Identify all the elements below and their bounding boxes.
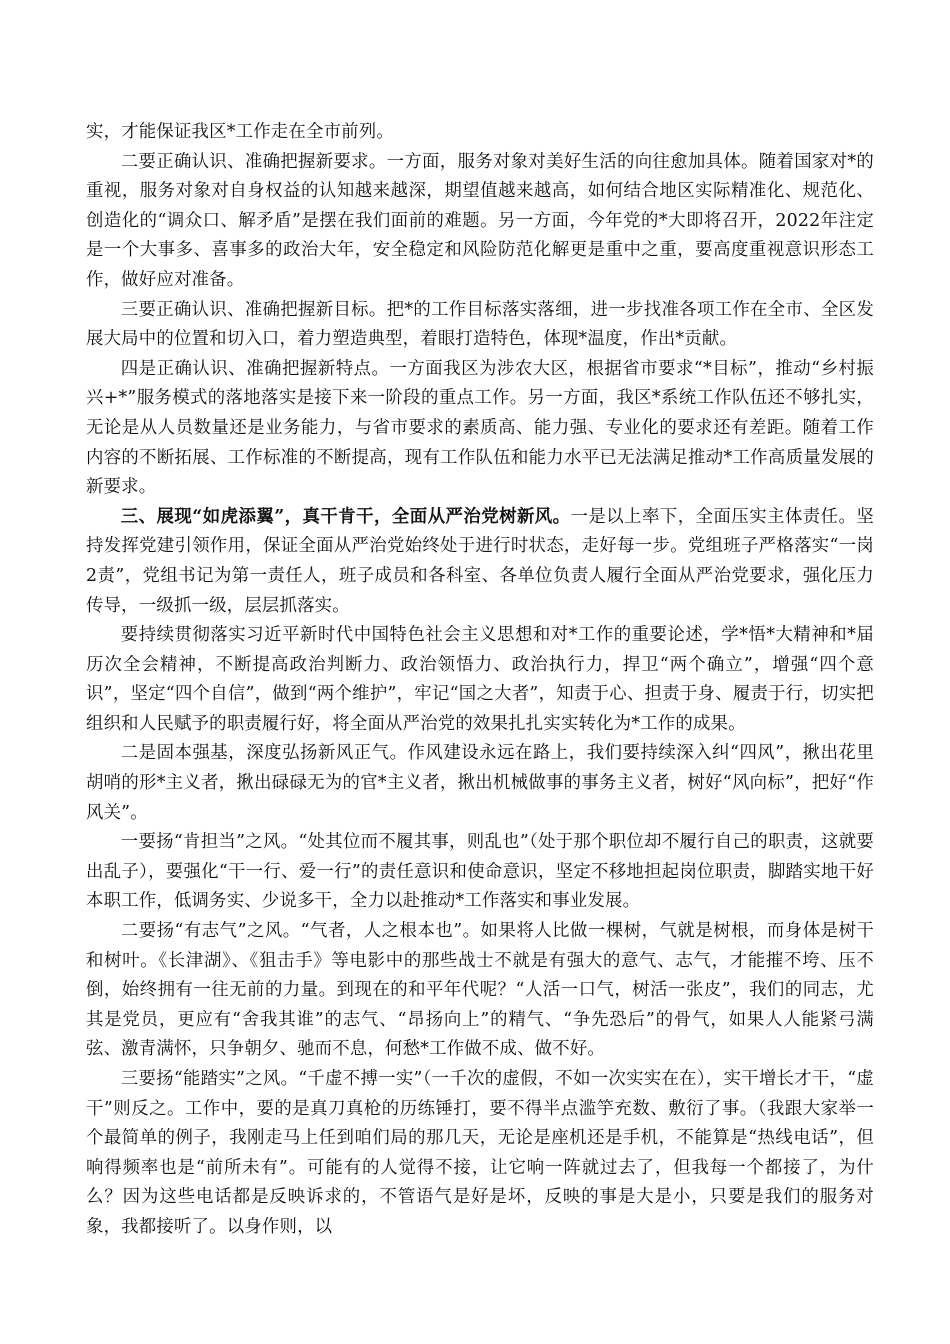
- section-heading: 三、展现“如虎添翼”，真干肯干，全面从严治党树新风。: [120, 506, 571, 527]
- paragraph-6: 要持续贯彻落实习近平新时代中国特色社会主义思想和对*工作的重要论述，学*悟*大精神和*届历次全会精神，不断提高政治判断力、政治领悟力、政治执行力，捍卫“两个确立”，增强“四个意识”，坚定“四个自信”，做到“两个维护”，牢记“国之大者”，知责于心、担责于身、履责于行，切实把组织和人民赋予的职责履行好，将全面从严治党的效果扎扎实实转化为*工作的成果。: [86, 625, 874, 734]
- paragraph-3: 三要正确认识、准确把握新目标。把*的工作目标落实落细，进一步找准各项工作在全市、全区发展大局中的位置和切入口，着力塑造典型，着眼打造特色，体现*温度，作出*贡献。: [86, 299, 874, 350]
- paragraph-2: 二要正确认识、准确把握新要求。一方面，服务对象对美好生活的向往愈加具体。随着国家对*的重视，服务对象对自身权益的认知越来越深，期望值越来越高，如何结合地区实际精准化、规范化、创造化的“调众口、解矛盾”是摆在我们面前的难题。另一方面，今年党的*大即将召开，2022年注定是一个大事多、喜事多的政治大年，安全稳定和风险防范化解更是重中之重，要高度重视意识形态工作，做好应对准备。: [86, 151, 874, 290]
- paragraph-9: 二要扬“有志气”之风。“气者，人之根本也”。如果将人比做一棵树，气就是树根，而身体是树干和树叶。《长津湖》、《狙击手》等电影中的那些战士不就是有强大的意气、志气，才能摧不垮、压不倒，始终拥有一往无前的力量。到现在的和平年代呢？“人活一口气，树活一张皮”，我们的同志，尤其是党员，更应有“舍我其谁”的志气、“昂扬向上”的精气、“争先恐后”的骨气，如果人人能紧弓满弦、激青满怀，只争朝夕、驰而不息，何愁*工作做不成、做不好。: [86, 921, 874, 1060]
- paragraph-7: 二是固本强基，深度弘扬新风正气。作风建设永远在路上，我们要持续深入纠“四风”，揪出花里胡哨的形*主义者，揪出碌碌无为的官*主义者，揪出机械做事的事务主义者，树好“风向标”，把好“作风关”。: [86, 743, 874, 823]
- paragraph-8: 一要扬“肯担当”之风。“处其位而不履其事，则乱也”（处于那个职位却不履行自己的职责，这就要出乱子），要强化“干一行、爱一行”的责任意识和使命意识，坚定不移地担起岗位职责，脚踏实地干好本职工作，低调务实、少说多干，全力以赴推动*工作落实和事业发展。: [86, 832, 874, 912]
- paragraph-10: 三要扬“能踏实”之风。“千虚不搏一实”（一千次的虚假，不如一次实实在在），实干增长才干，“虚干”则反之。工作中，要的是真刀真枪的历练锤打，要不得半点滥竽充数、敷衍了事。（我跟大家举一个最简单的例子，我刚走马上任到咱们局的那几天，无论是座机还是手机，不能算是“热线电话”，但响得频率也是“前所未有”。可能有的人觉得不接，让它响一阵就过去了，但我每一个都接了，为什么？因为这些电话都是反映诉求的，不管语气是好是坏，反映的事是大是小，只要是我们的服务对象，我都接听了。以身作则，以: [86, 1069, 874, 1237]
- paragraph-1: 实，才能保证我区*工作走在全市前列。: [86, 122, 394, 142]
- paragraph-5-body: 一是以上率下，全面压实主体责任。坚持发挥党建引领作用，保证全面从严治党始终处于进行时状态，走好每一步。党组班子严格落实“一岗2责”，党组书记为第一责任人，班子成员和各科室、各单位负责人履行全面从严治党要求，强化压力传导，一级抓一级，层层抓落实。: [86, 506, 874, 616]
- paragraph-5: [86, 503, 874, 621]
- paragraph-4: 四是正确认识、准确把握新特点。一方面我区为涉农大区，根据省市要求“*目标”，推动“乡村振兴+*”服务模式的落地落实是接下来一阶段的重点工作。另一方面，我区*系统工作队伍还不够扎实，无论是从人员数量还是业务能力，与省市要求的素质高、能力强、专业化的要求还有差距。随着工作内容的不断拓展、工作标准的不断提高，现有工作队伍和能力水平已无法满足推动*工作高质量发展的新要求。: [86, 358, 874, 498]
